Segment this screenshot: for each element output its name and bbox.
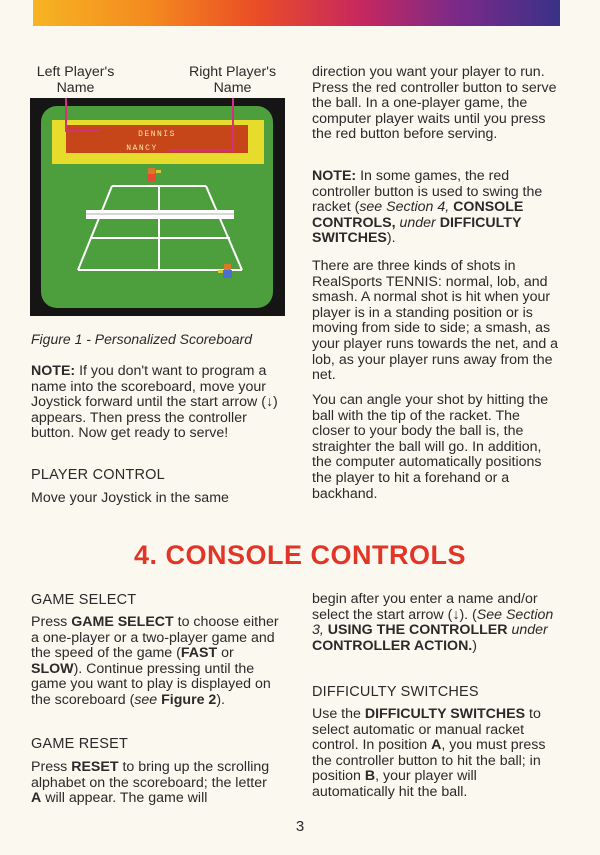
right-para-1: direction you want your player to run. Press the red controller button to serve the ball. In a one-player game, the computer player waits until you press the red button before serving. (312, 64, 557, 143)
right-player-label: Right Player's Name (188, 64, 277, 96)
section-title: 4. CONSOLE CONTROLS (133, 540, 467, 570)
difficulty-switches-text: Use the DIFFICULTY SWITCHES to select automatic or manual racket control. In position A, you must press the controller button to hit the ball; in position B, your player will automatically hit the ball. (312, 706, 546, 800)
tennis-screen-figure (30, 98, 285, 316)
game-select-heading: GAME SELECT (31, 592, 137, 608)
right-note: NOTE: In some games, the red controller button is used to swing the racket (see Section 4, CONSOLE CONTROLS, under DIFFICULTY SWITCHES). (312, 168, 543, 247)
left-player-label: Left Player's Name (36, 64, 115, 96)
right-para-2: There are three kinds of shots in RealSports TENNIS: normal, lob, and smash. A normal shot is hit when your player is in a standing position or is moving from side to side; a smash, as your player runs towards the net, and a lob, as your player runs away from the net. (312, 258, 559, 384)
controller-continue-text: begin after you enter a name and/or select the start arrow (↓). (See Section 3, USING THE CONTROLLER under CONTROLLER ACTION.) (312, 591, 554, 654)
difficulty-switches-heading: DIFFICULTY SWITCHES (312, 684, 479, 700)
player-control-heading: PLAYER CONTROL (31, 467, 165, 483)
game-select-text: Press GAME SELECT to choose either a one-player or a two-player game and the speed of the game (FAST or SLOW). Continue pressing until the game you want to play is displayed on the scoreboard (see Figure 2). (31, 614, 279, 708)
game-reset-heading: GAME RESET (31, 736, 129, 752)
figure-caption: Figure 1 - Personalized Scoreboard (31, 331, 253, 347)
page-number: 3 (295, 818, 305, 835)
score-name-top: DENNIS (138, 130, 176, 139)
score-name-bottom: NANCY (126, 144, 158, 153)
left-note: NOTE: If you don't want to program a name into the scoreboard, move your Joystick forward until the start arrow (↓) appears. Then press the controller button. Now get ready to serve! (31, 363, 278, 442)
game-reset-text: Press RESET to bring up the scrolling alphabet on the scoreboard; the letter A will appear. The game will (31, 759, 270, 807)
right-para-3: You can angle your shot by hitting the ball with the tip of the racket. The closer to your body the ball is, the straighter the ball will go. In addition, the computer automatically positions the player to hit a forehand or a backhand. (312, 392, 549, 502)
player-control-text: Move your Joystick in the same (31, 490, 229, 506)
rainbow-header-bar (33, 0, 560, 26)
